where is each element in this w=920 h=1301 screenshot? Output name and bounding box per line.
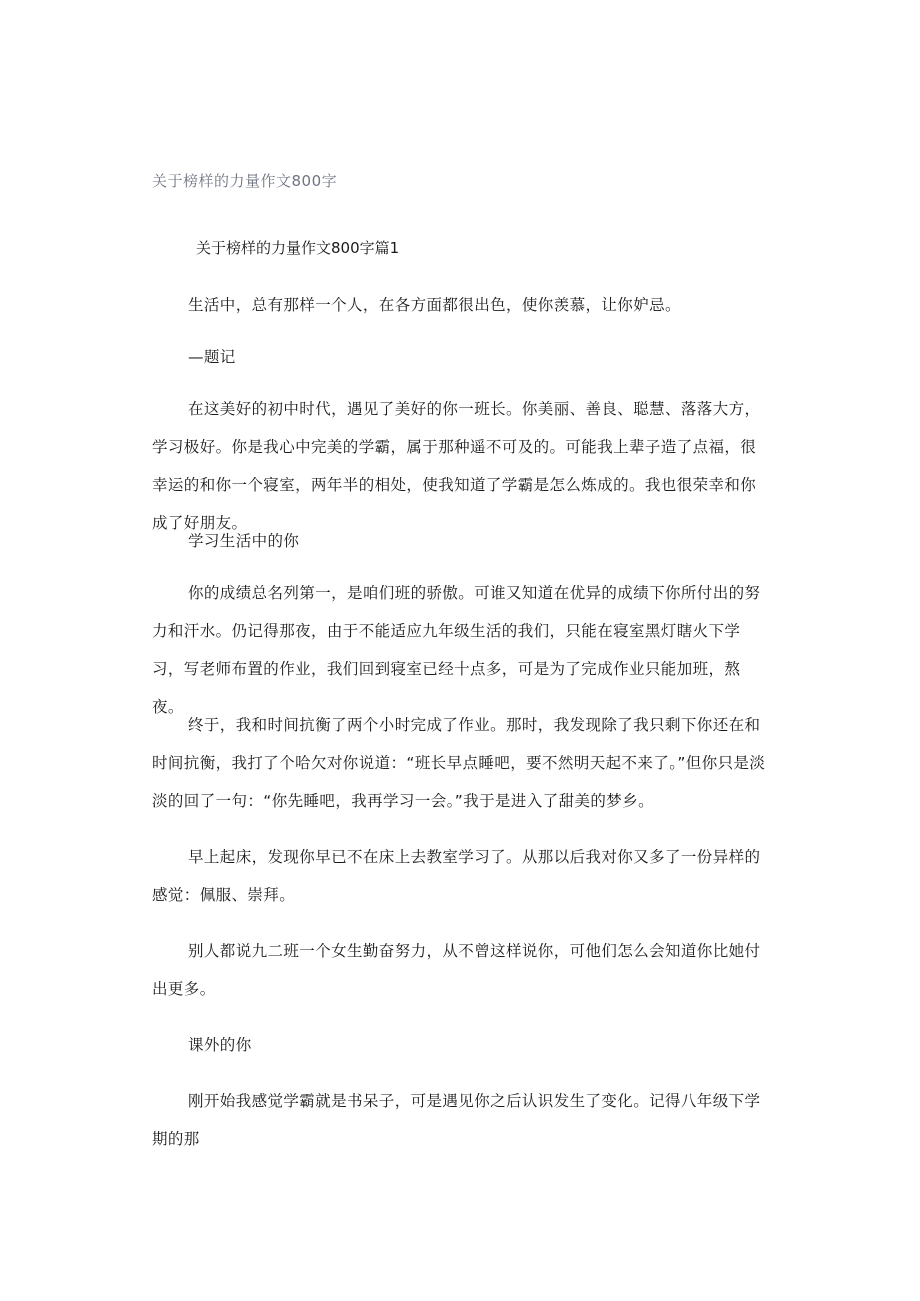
paragraph-late-night: 终于，我和时间抗衡了两个小时完成了作业。那时，我发现除了我只剩下你还在和时间抗衡，我打了个哈欠对你说道：“班长早点睡吧，要不然明天起不来了。”但你只是淡淡的回了一句：“你先睡吧，我再学习一会。”我于是进入了甜美的梦乡。 — [152, 716, 766, 810]
paragraph-meeting: 在这美好的初中时代，遇见了美好的你一班长。你美丽、善良、聪慧、落落大方，学习极好。你是我心中完美的学霸，属于那种遥不可及的。可能我上辈子造了点福，很幸运的和你一个寝室，两年半的相处，使我知道了学霸是怎么炼成的。我也很荣幸和你成了好朋友。 — [152, 400, 761, 532]
paragraph-first-impression: 刚开始我感觉学霸就是书呆子，可是遇见你之后认识发生了变化。记得八年级下学期的那 — [152, 1092, 761, 1148]
paragraph-epigraph-note: —题记 — [188, 348, 236, 366]
paragraph-intro: 生活中，总有那样一个人，在各方面都很出色，使你羡慕，让你妒忌。 — [188, 296, 681, 314]
paragraph-others-say: 别人都说九二班一个女生勤奋努力，从不曾这样说你，可他们怎么会知道你比她付出更多。 — [152, 942, 761, 998]
paragraph-morning: 早上起床，发现你早已不在床上去教室学习了。从那以后我对你又多了一份异样的感觉：佩服、崇拜。 — [152, 848, 761, 904]
essay-heading: 关于榜样的力量作文800字篇1 — [196, 239, 400, 257]
document-title: 关于榜样的力量作文800字 — [152, 172, 338, 190]
paragraph-grades: 你的成绩总名列第一，是咱们班的骄傲。可谁又知道在优异的成绩下你所付出的努力和汗水。仍记得那夜，由于不能适应九年级生活的我们，只能在寝室黑灯瞎火下学习，写老师布置的作业，我们回到寝室已经十点多，可是为了完成作业只能加班，熬夜。 — [152, 584, 761, 716]
section-heading-outside-class: 课外的你 — [188, 1036, 252, 1054]
section-heading-study-life: 学习生活中的你 — [188, 532, 300, 550]
